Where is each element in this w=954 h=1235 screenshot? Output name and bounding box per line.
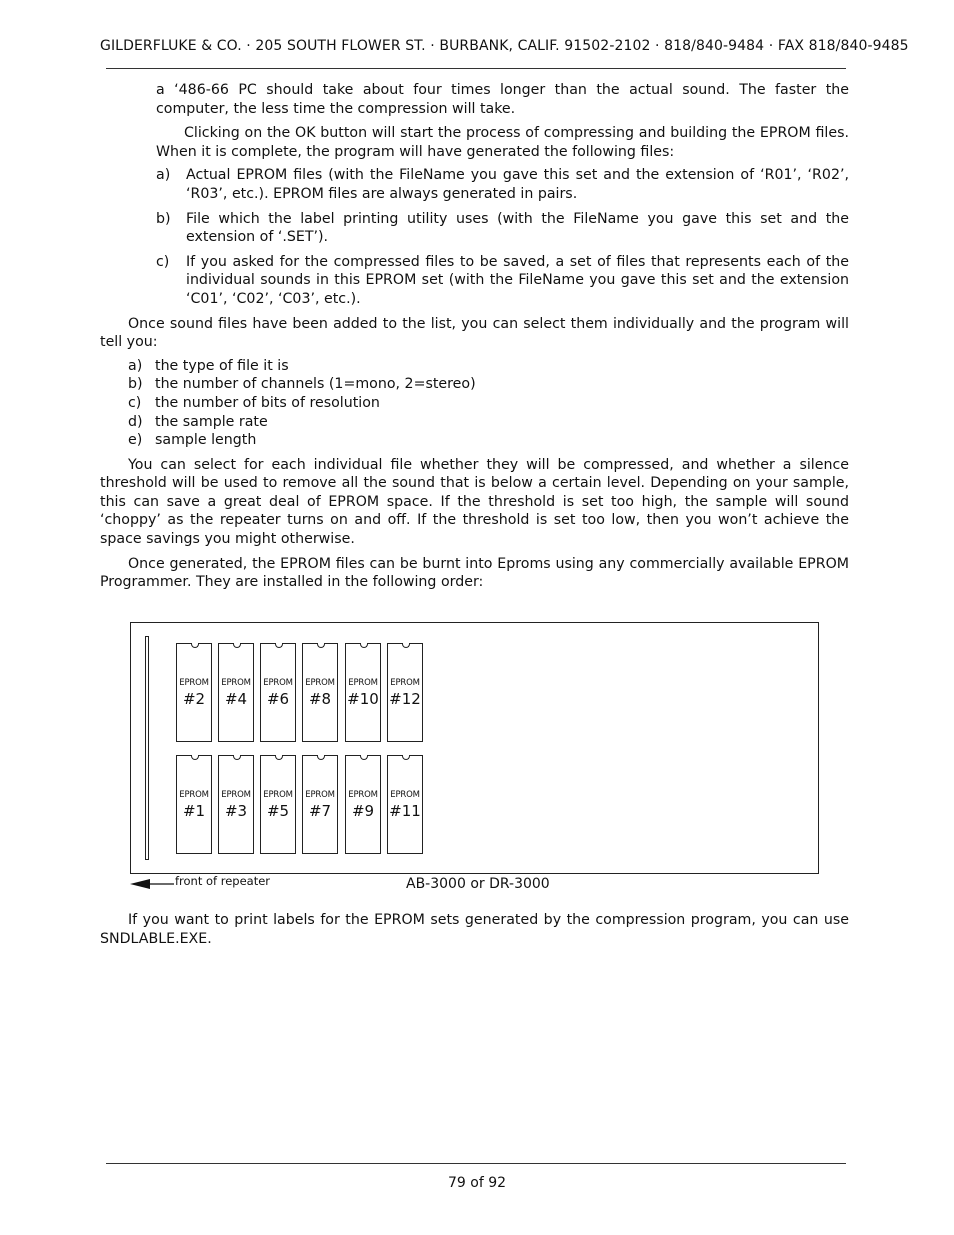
paragraph-ok-button: Clicking on the OK button will start the process of compressing and building the EPROM files. When it is complete, the program will have generated the following files: [156, 125, 849, 160]
front-of-repeater-label: front of repeater [175, 874, 271, 888]
paragraph-threshold: You can select for each individual file whether they will be compressed, and whether a silence threshold will be used to remove all the sound that is below a certain level. Depending on your sample, this can save a great deal of EPROM space. If the threshold is set too high, the sample will sound ‘choppy’ as the repeater turns on and off. If the threshold is set too low, then you won’t achieve the space savings you might otherwise. [100, 456, 849, 548]
paragraph-sound-files: Once sound files have been added to the list, you can select them individually and the program will tell you: [100, 315, 849, 351]
eprom-chip: EPROM #3 [218, 755, 254, 854]
eprom-chip: EPROM #5 [260, 755, 296, 854]
model-label: AB-3000 or DR-3000 [406, 876, 550, 892]
list-item: c) If you asked for the compressed files to be saved, a set of files that represents each of the individual sounds in this EPROM set (with the FileName you gave this set and the extension ‘C01’, ‘C02’, ‘C03’, etc.). [156, 253, 849, 307]
eprom-chip: EPROM #8 [302, 643, 338, 742]
front-rail [145, 636, 149, 860]
body-text [100, 81, 849, 592]
header-rule [106, 68, 846, 69]
eprom-chip: EPROM #11 [387, 755, 423, 854]
info-list [100, 357, 849, 450]
page-number: 79 of 92 [447, 1175, 507, 1191]
list-item: a) the type of file it is [128, 357, 289, 374]
eprom-chip: EPROM #12 [387, 643, 423, 742]
list-item: a) Actual EPROM files (with the FileName you gave this set and the extension of ‘R01’, ‘R02’, ‘R03’, etc.). EPROM files are always generated in pairs. [156, 167, 849, 202]
eprom-chip: EPROM #2 [176, 643, 212, 742]
list-item: d) the sample rate [128, 413, 268, 430]
page-header: GILDERFLUKE & CO. · 205 SOUTH FLOWER ST. · BURBANK, CALIF. 91502-2102 · 818/840-9484 · FAX 818/840-9485 [100, 38, 909, 54]
eprom-chip: EPROM #7 [302, 755, 338, 854]
eprom-layout-diagram [130, 622, 819, 874]
eprom-chip: EPROM #10 [345, 643, 381, 742]
list-item: b) the number of channels (1=mono, 2=stereo) [128, 376, 476, 393]
eprom-chip: EPROM #1 [176, 755, 212, 854]
eprom-chip: EPROM #6 [260, 643, 296, 742]
files-list [100, 166, 849, 308]
eprom-chip: EPROM #9 [345, 755, 381, 854]
front-arrow-icon [130, 878, 174, 890]
paragraph-compression-time: a ‘486-66 PC should take about four times longer than the actual sound. The faster the computer, the less time the compression will take. [156, 82, 849, 117]
paragraph-eprom-order: Once generated, the EPROM files can be burnt into Eproms using any commercially available EPROM Programmer. They are installed in the following order: [100, 555, 849, 591]
list-item: c) the number of bits of resolution [128, 394, 380, 411]
footer-rule [106, 1163, 846, 1164]
list-item: e) sample length [128, 432, 257, 449]
eprom-chip: EPROM #4 [218, 643, 254, 742]
paragraph-labels: If you want to print labels for the EPROM sets generated by the compression program, you can use SNDLABLE.EXE. [100, 912, 849, 947]
list-item: b) File which the label printing utility uses (with the FileName you gave this set and the extension of ‘.SET’). [156, 210, 849, 246]
